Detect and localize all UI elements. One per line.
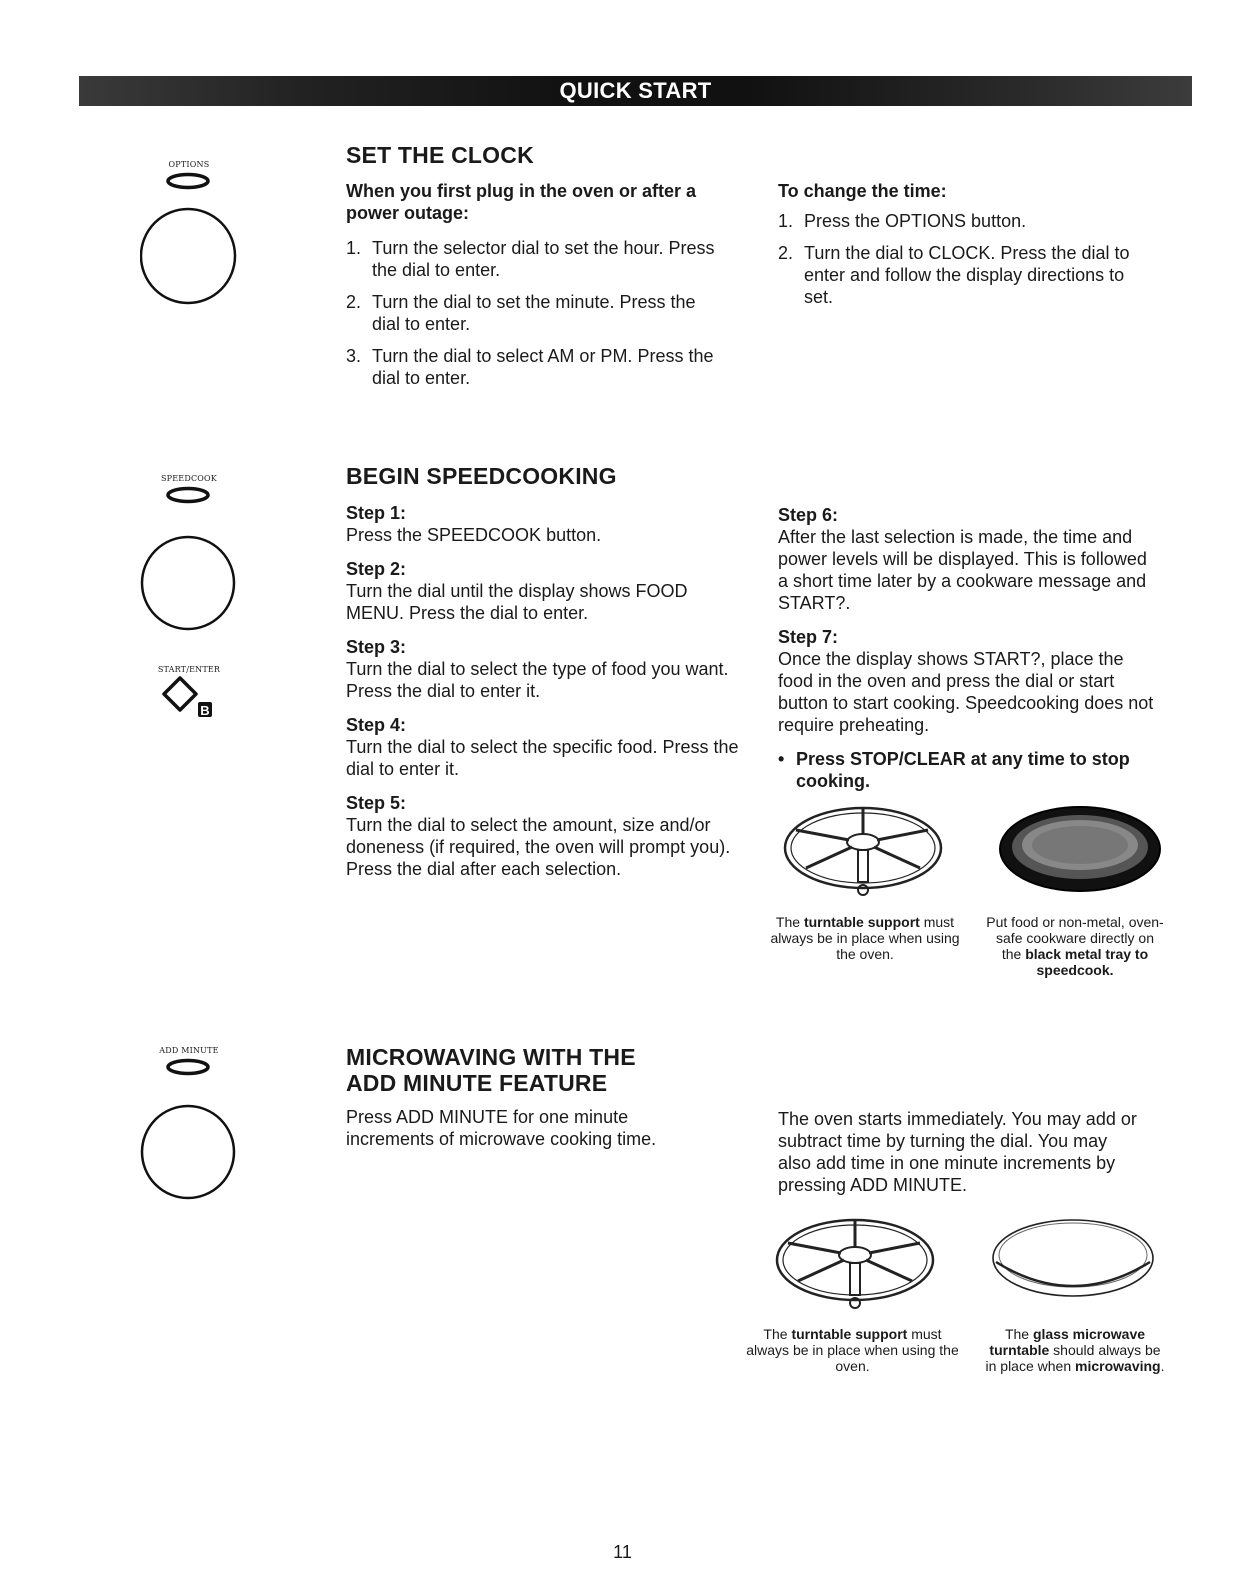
change-time-steps: [778, 210, 1158, 318]
speedcooking-steps-left: [346, 502, 741, 892]
black-metal-tray-illustration: [995, 805, 1165, 900]
stop-clear-text: Press STOP/CLEAR at any time to stop cooking.: [796, 749, 1130, 791]
add-minute-heading-line1: MICROWAVING WITH THE: [346, 1044, 636, 1070]
list-item: [778, 210, 1158, 232]
change-time-heading: To change the time:: [778, 181, 947, 201]
add-minute-heading: [346, 1044, 636, 1096]
speedcook-button-dial-illustration: [140, 484, 240, 634]
turntable-support-caption: The turntable support must always be in place when using the oven.: [746, 1326, 959, 1374]
black-metal-tray-caption: Put food or non-metal, oven-safe cookware directly on the black metal tray to speedcook.: [986, 914, 1164, 978]
step-title: Step 6:: [778, 505, 839, 525]
add-minute-button-label: ADD MINUTE: [159, 1046, 219, 1055]
step-text: After the last selection is made, the time and power levels will be displayed. This is followed a short time later by a cookware message and START?.: [778, 527, 1147, 613]
add-minute-description: Press ADD MINUTE for one minute increments of microwave cooking time.: [346, 1107, 657, 1149]
speedcooking-heading: BEGIN SPEEDCOOKING: [346, 463, 617, 489]
list-item: [346, 792, 741, 880]
step-text: Press the OPTIONS button.: [804, 211, 1027, 231]
step-number: 1.: [778, 211, 794, 231]
turntable-support-illustration: [770, 1215, 945, 1315]
list-item: [346, 714, 741, 780]
step-number: 1.: [346, 238, 362, 258]
start-enter-button-icon: [160, 674, 230, 724]
step-text: Once the display shows START?, place the food in the oven and press the dial or start button to start cooking. Speedcooking does not require preheating.: [778, 649, 1154, 735]
list-item: [778, 626, 1158, 736]
step-number: 2.: [346, 292, 362, 312]
section-banner: [79, 76, 1192, 106]
selector-dial-icon: [141, 209, 235, 303]
turntable-support-illustration: [778, 800, 953, 905]
options-button-icon: [168, 175, 208, 188]
speedcook-button-icon: [168, 489, 208, 502]
step-title: Step 3:: [346, 637, 407, 657]
list-item: [346, 558, 741, 624]
options-button-dial-illustration: [140, 170, 240, 310]
stop-clear-note: [778, 748, 1158, 792]
options-button-label: OPTIONS: [168, 160, 210, 169]
add-minute-heading-line2: ADD MINUTE FEATURE: [346, 1070, 608, 1096]
list-item: [346, 345, 726, 389]
selector-dial-icon: [142, 1106, 234, 1198]
speedcook-button-label: SPEEDCOOK: [161, 474, 217, 483]
list-item: [346, 291, 726, 335]
step-text: Turn the dial to select the type of food you want. Press the dial to enter it.: [346, 659, 729, 701]
step-text: Turn the dial to CLOCK. Press the dial to enter and follow the display directions to set.: [804, 243, 1130, 307]
step-text: Turn the dial until the display shows FOOD MENU. Press the dial to enter.: [346, 581, 688, 623]
list-item: [346, 237, 726, 281]
step-title: Step 1:: [346, 503, 407, 523]
step-text: Turn the dial to select the amount, size and/or doneness (if required, the oven will prompt you). Press the dial after each selection.: [346, 815, 731, 879]
step-text: Turn the dial to select the specific food. Press the dial to enter it.: [346, 737, 739, 779]
glass-turntable-illustration: [988, 1218, 1158, 1303]
list-item: [346, 636, 741, 702]
step-text: Turn the selector dial to set the hour. Press the dial to enter.: [372, 238, 715, 280]
set-clock-heading: SET THE CLOCK: [346, 142, 534, 168]
step-text: Press the SPEEDCOOK button.: [346, 525, 602, 545]
add-minute-details: The oven starts immediately. You may add or subtract time by turning the dial. You may also add time in one minute increments by pressing ADD MINUTE.: [778, 1109, 1137, 1195]
list-item: [778, 504, 1158, 614]
step-number: 2.: [778, 243, 794, 263]
add-minute-button-dial-illustration: [140, 1056, 240, 1206]
page-number: 11: [613, 1542, 632, 1562]
list-item: [346, 502, 741, 546]
selector-dial-icon: [142, 537, 234, 629]
step-title: Step 5:: [346, 793, 407, 813]
list-item: [778, 242, 1158, 308]
speedcooking-steps-right: [778, 504, 1158, 792]
step-title: Step 7:: [778, 627, 839, 647]
step-title: Step 2:: [346, 559, 407, 579]
set-clock-steps: [346, 237, 726, 399]
set-clock-subheading: When you first plug in the oven or after a power outage:: [346, 181, 697, 223]
step-title: Step 4:: [346, 715, 407, 735]
start-enter-button-label: START/ENTER: [157, 665, 221, 674]
step-text: Turn the dial to select AM or PM. Press the dial to enter.: [372, 346, 714, 388]
step-number: 3.: [346, 346, 362, 366]
start-enter-glyph: B: [200, 703, 210, 718]
add-minute-button-icon: [168, 1061, 208, 1074]
turntable-support-caption: The turntable support must always be in place when using the oven.: [770, 914, 960, 962]
step-text: Turn the dial to set the minute. Press the dial to enter.: [372, 292, 696, 334]
bullet-mark: •: [778, 749, 785, 769]
glass-turntable-caption: The glass microwave turntable should always be in place when microwaving.: [985, 1326, 1165, 1374]
banner-title: QUICK START: [559, 78, 712, 103]
